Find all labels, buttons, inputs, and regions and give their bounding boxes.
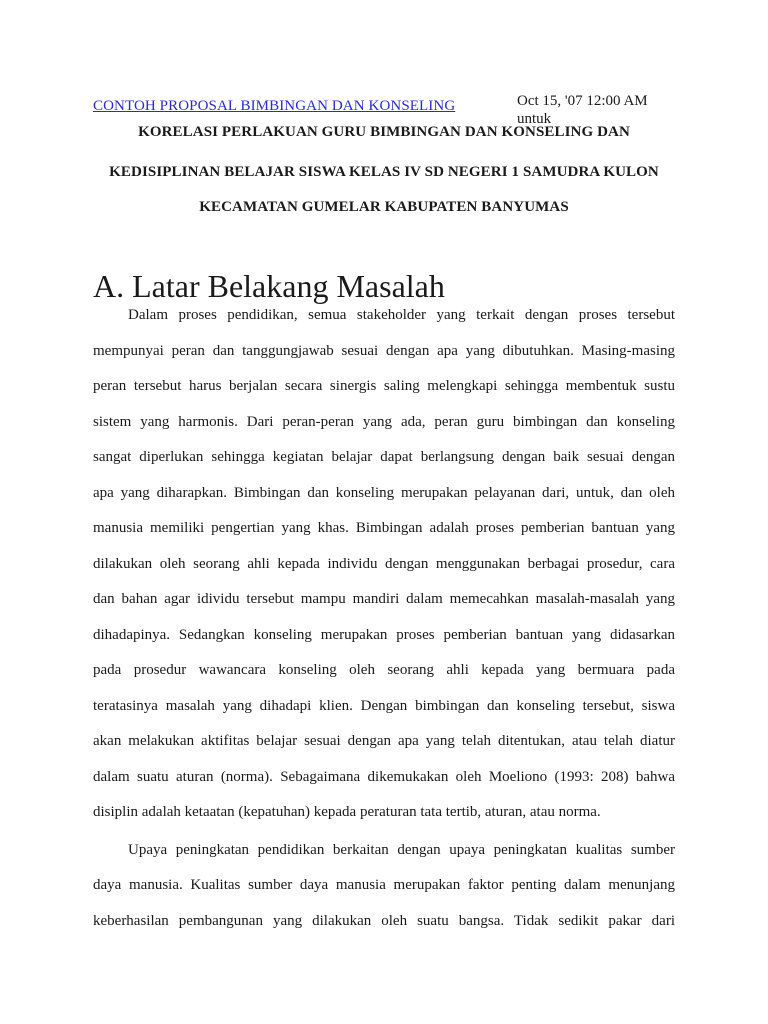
paragraph-line: teratasinya masalah yang dihadapi klien. Dengan bimbingan dan konseling tersebut, siswa <box>93 697 675 714</box>
paragraph-line: daya manusia. Kualitas sumber daya manusia merupakan faktor penting dalam menunjang <box>93 877 675 893</box>
paragraph-line: apa yang diharapkan. Bimbingan dan konseling merupakan pelayanan dari, untuk, dan oleh <box>93 484 675 501</box>
paragraph-line: pada prosedur wawancara konseling oleh seorang ahli kepada yang bermuara pada <box>93 662 675 678</box>
paragraph-line: sistem yang harmonis. Dari peran-peran yang ada, peran guru bimbingan dan konseling <box>93 413 675 430</box>
paragraph-line: dalam suatu aturan (norma). Sebagaimana dikemukakan oleh Moeliono (1993: 208) bahwa <box>93 768 675 785</box>
paragraph-line: dan bahan agar idividu tersebut mampu mandiri dalam memecahkan masalah-masalah yang <box>93 591 675 607</box>
proposal-link[interactable]: CONTOH PROPOSAL BIMBINGAN DAN KONSELING <box>93 98 456 114</box>
document-title-line-2: KEDISIPLINAN BELAJAR SISWA KELAS IV SD NEGERI 1 SAMUDRA KULON <box>109 164 659 180</box>
post-meta <box>517 92 648 128</box>
paragraph-line: Dalam proses pendidikan, semua stakeholder yang terkait dengan proses tersebut <box>128 307 675 323</box>
paragraph-line: manusia memiliki pengertian yang khas. Bimbingan adalah proses pemberian bantuan yang <box>93 520 675 536</box>
paragraph-line: Upaya peningkatan pendidikan berkaitan dengan upaya peningkatan kualitas sumber <box>128 841 675 858</box>
paragraph-line: mempunyai peran dan tanggungjawab sesuai dengan apa yang dibutuhkan. Masing-masing <box>93 342 675 359</box>
paragraph-1 <box>93 302 675 835</box>
body-text <box>93 302 675 943</box>
paragraph-line: akan melakukan aktifitas belajar sesuai dengan apa yang telah ditentukan, atau telah diatur <box>93 733 675 749</box>
paragraph-2 <box>93 837 675 944</box>
post-for-label: untuk <box>517 111 552 127</box>
post-date: Oct 15, '07 12:00 AM <box>517 93 648 109</box>
document-title-line-1: KORELASI PERLAKUAN GURU BIMBINGAN DAN KONSELING DAN <box>138 124 630 140</box>
paragraph-line: keberhasilan pembangunan yang dilakukan oleh suatu bangsa. Tidak sedikit pakar dari <box>93 912 675 929</box>
section-heading: A. Latar Belakang Masalah <box>93 268 445 304</box>
paragraph-line: sangat diperlukan sehingga kegiatan belajar dapat berlangsung dengan baik sesuai dengan <box>93 449 675 465</box>
paragraph-line: peran tersebut harus berjalan secara sinergis saling melengkapi sehingga membentuk sustu <box>93 378 675 394</box>
document-title-line-3: KECAMATAN GUMELAR KABUPATEN BANYUMAS <box>199 199 569 215</box>
paragraph-line: dilakukan oleh seorang ahli kepada individu dengan menggunakan berbagai prosedur, cara <box>93 555 675 572</box>
paragraph-line: dihadapinya. Sedangkan konseling merupakan proses pemberian bantuan yang didasarkan <box>93 626 675 643</box>
paragraph-line: disiplin adalah ketaatan (kepatuhan) kepada peraturan tata tertib, aturan, atau norma. <box>93 804 601 820</box>
